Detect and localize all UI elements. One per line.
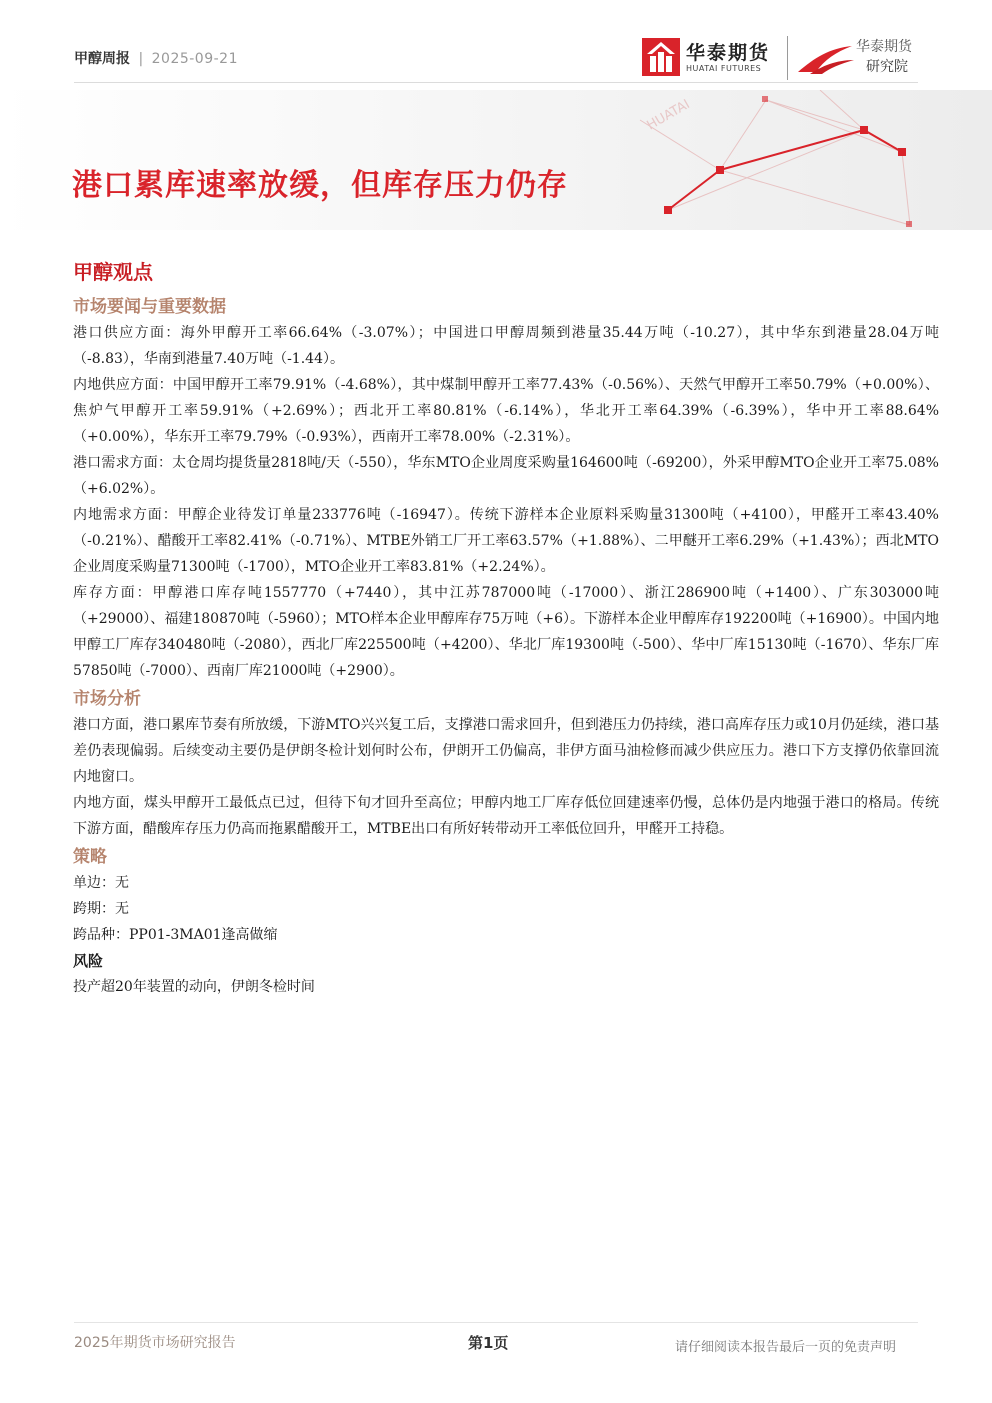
disclaimer-note: 请仔细阅读本报告最后一页的免责声明 <box>674 1340 896 1355</box>
strategy-heading: 策略 <box>73 847 107 867</box>
analysis-paragraph: 港口方面，港口累库节奏有所放缓，下游MTO兴兴复工后，支撑港口需求回升，但到港压力仍持续，港口高库存压力或10月仍延续，港口基差仍表现偏弱。后续变动主要仍是伊朗冬检计划何时公布，伊朗开工仍偏高，非伊方面马油检修而减少供应压力。港口下方支撑仍依靠回流内地窗口。 <box>73 717 939 785</box>
strategy-line: 跨品种：PP01-3MA01逢高做缩 <box>73 927 278 943</box>
report-series: 甲醇周报 <box>74 51 130 67</box>
strategy-line: 跨期：无 <box>73 901 129 917</box>
logo-divider <box>787 36 788 80</box>
huatai-futures-logo <box>642 38 782 78</box>
risk-text: 投产超20年装置的动向，伊朗冬检时间 <box>73 979 315 995</box>
institute-logo <box>796 36 926 80</box>
header-divider <box>74 82 918 83</box>
page-number: 第1页 <box>468 1334 509 1352</box>
page-footer <box>74 1322 918 1362</box>
news-paragraph: 港口需求方面：太仓周均提货量2818吨/天（-550），华东MTO企业周度采购量164600吨（-69200），外采甲醇MTO企业开工率75.08%（+6.02%）。 <box>73 455 939 497</box>
logo-text-en: HUATAI FUTURES <box>686 64 762 73</box>
section-title: 甲醇观点 <box>73 260 153 284</box>
institute-name-line2: 研究院 <box>866 59 908 75</box>
logo-text-cn: 华泰期货 <box>686 42 771 64</box>
report-label <box>74 48 238 68</box>
news-paragraph: 内地供应方面：中国甲醇开工率79.91%（-4.68%），其中煤制甲醇开工率77.43%（-0.56%）、天然气甲醇开工率50.79%（+0.00%）、焦炉气甲醇开工率59.91%（+2.69%）；西北开工率80.81%（-6.14%），华北开工率64.39%（-6.39%），华中开工率88.64%（+0.00%），华东开工率79.79%（-0.93%），西南开工率78.00%（-2.31%）。 <box>73 377 939 445</box>
strategy-line: 单边：无 <box>73 875 129 891</box>
report-body <box>73 258 939 1000</box>
analysis-paragraph: 内地方面，煤头甲醇开工最低点已过，但待下旬才回升至高位；甲醇内地工厂库存低位回建速率仍慢，总体仍是内地强于港口的格局。传统下游方面，醋酸库存压力仍高而拖累醋酸开工，MTBE出口有所好转带动开工率低位回升，甲醛开工持稳。 <box>73 795 939 837</box>
news-paragraph: 港口供应方面：海外甲醇开工率66.64%（-3.07%）；中国进口甲醇周频到港量35.44万吨（-10.27），其中华东到港量28.04万吨（-8.83），华南到港量7.40万吨（-1.44）。 <box>73 325 939 367</box>
news-heading: 市场要闻与重要数据 <box>73 297 226 317</box>
news-paragraph: 库存方面：甲醇港口库存吨1557770（+7440），其中江苏787000吨（-17000）、浙江286900吨（+1400）、广东303000吨（+29000）、福建180870吨（-5960）；MTO样本企业甲醇库存75万吨（+6）。下游样本企业甲醇库存192200吨（+16900）。中国内地甲醇工厂库存340480吨（-2080），西北厂库225500吨（+4200）、华北厂库19300吨（-500）、华中厂库15130吨（-1670）、华东厂库57850吨（-7000）、西南厂库21000吨（+2900）。 <box>73 585 939 679</box>
huatai-logo-icon <box>642 38 680 76</box>
analysis-heading: 市场分析 <box>73 689 141 709</box>
risk-heading: 风险 <box>73 952 104 970</box>
report-date: 2025-09-21 <box>151 51 238 67</box>
footer-divider <box>74 1322 918 1323</box>
header-separator: | <box>138 51 144 67</box>
footer-report-name: 2025年期货市场研究报告 <box>74 1335 236 1351</box>
report-title: 港口累库速率放缓，但库存压力仍存 <box>72 168 568 203</box>
news-paragraph: 内地需求方面：甲醇企业待发订单量233776吨（-16947）。传统下游样本企业原料采购量31300吨（+4100），甲醛开工率43.40%（-0.21%）、醋酸开工率82.41%（-0.71%）、MTBE外销工厂开工率63.57%（+1.88%）、二甲醚开工率6.29%（+1.43%）；西北MTO企业周度采购量71300吨（-1700），MTO企业开工率83.81%（+2.24%）。 <box>73 507 939 575</box>
institute-name-line1: 华泰期货 <box>856 39 912 55</box>
institute-swoosh-icon <box>796 38 858 78</box>
banner-watermark: HUATAI <box>644 97 693 134</box>
page-header <box>0 0 992 90</box>
